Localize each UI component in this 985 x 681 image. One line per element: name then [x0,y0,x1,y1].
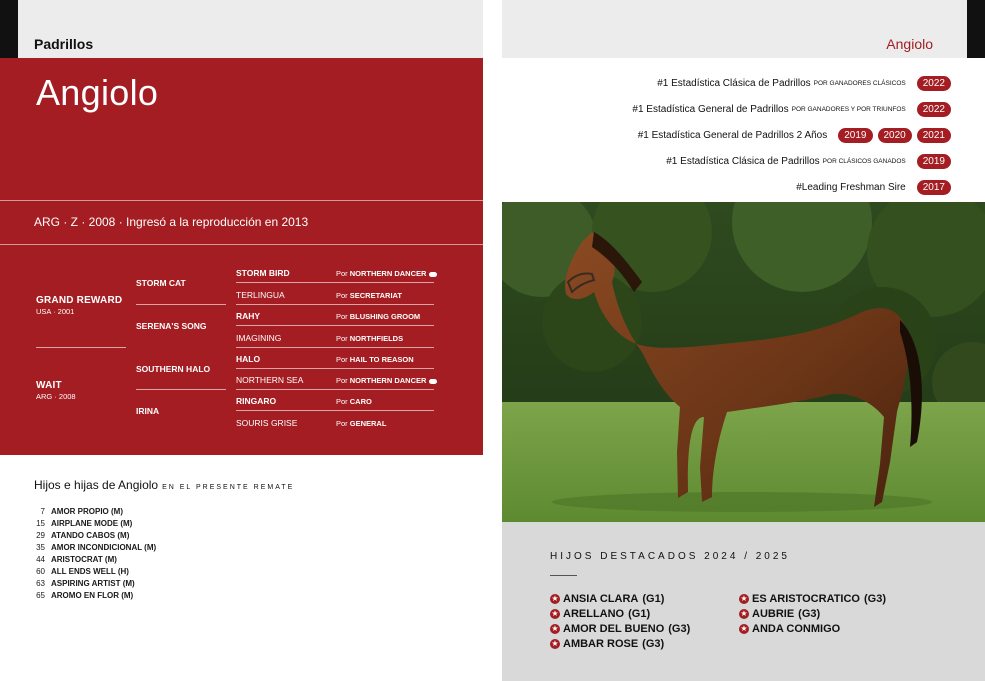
highlight-item [550,621,690,636]
pedigree-by: Por GENERAL [336,419,387,428]
list-item [30,519,156,531]
highlight-name: AUBRIE [752,607,795,620]
pedigree-line [36,347,126,348]
divider [550,575,577,576]
right-header [502,0,967,58]
lot-number: 35 [36,543,45,552]
left-page [0,0,483,681]
highlight-item [739,606,886,621]
pedigree-gen3: SOURIS GRISE [236,418,298,428]
highlight-grade: (G1) [642,592,665,605]
pedigree-line [236,325,434,326]
pedigree-by: Por SECRETARIAT [336,291,402,300]
highlight-item [550,591,690,606]
left-header [18,0,483,58]
highlights-column [550,591,690,651]
divider [0,200,483,201]
list-item [30,507,156,519]
highlight-name: AMOR DEL BUENO [563,622,665,635]
stat-row [511,122,951,148]
pedigree-gen3: STORM BIRD [236,268,290,278]
star-icon: ★ [740,608,748,618]
stat-sub: POR GANADORES CLÁSICOS [813,79,906,87]
offspring-list [30,507,156,603]
pedigree-line [236,410,434,411]
stat-label: #1 Estadística Clásica de Padrillos [657,77,811,89]
stat-label: #1 Estadística Clásica de Padrillos [666,155,820,167]
highlight-item [550,636,690,651]
section-label: Angiolo [886,36,933,52]
lot-number: 65 [36,591,45,600]
pedigree-by: Por HAIL TO REASON [336,355,414,364]
lot-number: 60 [36,567,45,576]
pedigree-dam: WAIT [36,380,62,391]
pedigree-line [236,304,434,305]
stat-sub: POR GANADORES Y POR TRIUNFOS [791,105,906,113]
year-badge: 2019 [838,128,872,143]
stat-label: #1 Estadística General de Padrillos 2 Años [637,129,828,141]
pedigree-by: Por NORTHERN DANCER [336,269,437,278]
lot-number: 63 [36,579,45,588]
year-badge: 2020 [878,128,912,143]
list-item [30,579,156,591]
star-icon: ★ [740,623,748,633]
page-edge-bar [967,0,985,58]
stat-sub: POR CLÁSICOS GANADOS [822,157,906,165]
year-badge: 2017 [917,180,951,195]
pedigree-dam-origin: ARG · 2008 [36,392,76,401]
stat-row [511,70,951,96]
stat-row [511,96,951,122]
highlight-name: ES ARISTOCRATICO [752,592,860,605]
horse-photo [502,202,985,522]
pedigree-by: Por NORTHFIELDS [336,334,404,343]
lot-name: AROMO EN FLOR (M) [51,591,134,600]
divider [0,244,483,245]
pedigree-gen3: RINGARO [236,396,277,406]
lot-number: 7 [40,507,45,516]
pedigree-gen2: SERENA'S SONG [136,321,207,331]
pedigree-sire: GRAND REWARD [36,295,123,306]
lot-name: ALL ENDS WELL (H) [51,567,129,576]
lot-number: 29 [36,531,45,540]
pedigree-line [236,389,434,390]
year-badge: 2019 [917,154,951,169]
highlight-grade: (G3) [642,637,665,650]
highlight-name: ANDA CONMIGO [752,622,841,635]
pedigree-by: Por CARO [336,397,372,406]
list-item [30,555,156,567]
lot-name: AIRPLANE MODE (M) [51,519,133,528]
section-label: Padrillos [34,36,94,52]
stat-label: #1 Estadística General de Padrillos [632,103,789,115]
list-item [30,591,156,603]
lot-number: 44 [36,555,45,564]
stats-list [511,70,951,200]
highlights-title: HIJOS DESTACADOS 2024 / 2025 [550,551,790,562]
pedigree-sire-origin: USA · 2001 [36,307,75,316]
star-icon: ★ [551,593,559,603]
highlight-grade: (G3) [668,622,691,635]
lot-name: AMOR INCONDICIONAL (M) [51,543,157,552]
lot-number: 15 [36,519,45,528]
horse-illustration [502,202,985,522]
lot-name: AMOR PROPIO (M) [51,507,123,516]
stat-label: #Leading Freshman Sire [796,181,906,193]
right-page [502,0,985,681]
flag-icon [429,379,437,384]
pedigree-gen3: RAHY [236,311,261,321]
pedigree-line [236,347,434,348]
page-edge-bar [0,0,18,58]
star-icon: ★ [551,608,559,618]
lot-name: ASPIRING ARTIST (M) [51,579,135,588]
highlight-name: ARELLANO [563,607,625,620]
pedigree-gen2: IRINA [136,406,160,416]
stat-row [511,174,951,200]
year-badge: 2022 [917,76,951,91]
offspring-title: Hijos e hijas de Angiolo EN EL PRESENTE REMATE [34,478,295,492]
sire-panel [0,58,483,455]
list-item [30,567,156,579]
pedigree-line [236,282,434,283]
flag-icon [429,272,437,277]
pedigree-gen3: TERLINGUA [236,290,285,300]
pedigree-line [136,304,226,305]
star-icon: ★ [551,638,559,648]
stat-row [511,148,951,174]
highlight-item [550,606,690,621]
highlight-name: AMBAR ROSE [563,637,639,650]
list-item [30,531,156,543]
highlights-box [502,522,985,681]
highlight-item [739,591,886,606]
year-badge: 2022 [917,102,951,117]
pedigree-line [236,368,434,369]
highlight-name: ANSIA CLARA [563,592,639,605]
pedigree-line [136,389,226,390]
pedigree-gen2: SOUTHERN HALO [136,364,211,374]
star-icon: ★ [551,623,559,633]
highlight-grade: (G3) [798,607,821,620]
sire-name-title: Angiolo [36,72,159,113]
pedigree-gen3: IMAGINING [236,333,282,343]
year-badge: 2021 [917,128,951,143]
sire-meta: ARG · Z · 2008 · Ingresó a la reproducción en 2013 [34,215,309,229]
pedigree-by: Por NORTHERN DANCER [336,376,437,385]
list-item [30,543,156,555]
highlight-item [739,621,886,636]
pedigree-gen3: HALO [236,354,261,364]
star-icon: ★ [740,593,748,603]
lot-name: ARISTOCRAT (M) [51,555,117,564]
pedigree-by: Por BLUSHING GROOM [336,312,421,321]
highlight-grade: (G1) [628,607,651,620]
pedigree-gen2: STORM CAT [136,278,186,288]
offspring-title-suffix: EN EL PRESENTE REMATE [162,484,295,491]
lot-name: ATANDO CABOS (M) [51,531,130,540]
highlights-column [739,591,886,636]
pedigree-gen3: NORTHERN SEA [236,375,304,385]
highlight-grade: (G3) [863,592,886,605]
